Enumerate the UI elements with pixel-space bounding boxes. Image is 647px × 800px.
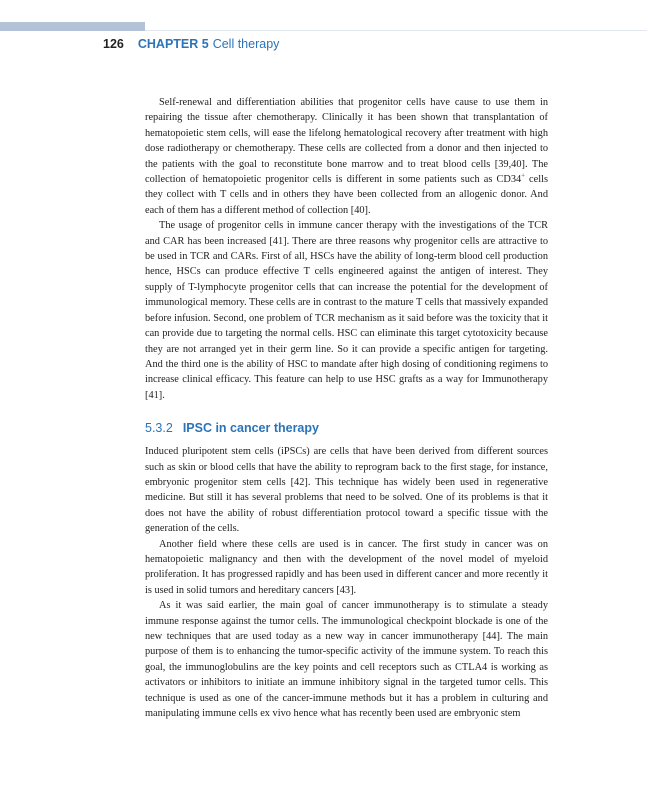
paragraph-immune-therapy-usage: The usage of progenitor cells in immune cancer therapy with the investigations of the TCR and CAR has been increased [41]. There are three reasons why progenitor cells are attractive to be used in TCR and CARs. First of all, HSCs have the ability of long-term blood cell production hence, HSCs can produce effective T cells engineered against the antigen of interest. They supply of T-lymphocyte progenitor cells that can increase the potential for the development of immunological memory. These cells are in contrast to the mature T cells that massively expanded before infusion. Second, one problem of TCR mechanism as it said before was the toxicity that it can provide due to targeting the normal cells. HSC can eliminate this target cytotoxicity because they are not arranged yet in their germ line. So it can provide a specific antigen for targeting. And the third one is the ability of HSC to mandate after high dosing of conditioning regimens to increase clinical efficacy. This feature can help to use HSC grafts as a way for Immunotherapy [41]. — [145, 220, 548, 401]
paragraph-progenitor-cells: Self-renewal and differentiation abilities that progenitor cells have cause to use them in repairing the tissue after chemotherapy. Clinically it has been shown that transplantation of hematopoietic stem cells, will ease the lifelong hematological recovery after treatment with high dose radiotherapy or chemotherapy. These cells are collected from a donor and then injected to the patients with the goal to reconstitute bone marrow and to treat blood cells [39,40]. The collection of hematopoietic progenitor cells is different in some patients such as CD34+ cells they collect with T cells and in others they have been collected from an allogenic donor. And each of them has a different method of collection [40]. — [145, 97, 548, 216]
chapter-label: CHAPTER 5 — [137, 37, 209, 51]
paragraph-ipsc-cancer: Another field where these cells are used is in cancer. The first study in cancer was on hematopoietic malignancy and then with the development of the novel model of myeloid proliferation. It has progressed rapidly and has been used in different cancer and more recently it is used in solid tumors and hereditary cancers [43]. — [145, 538, 548, 596]
chapter-title: Cell therapy — [212, 37, 280, 51]
superscript-plus: + — [521, 172, 525, 180]
section-heading — [145, 420, 548, 436]
running-head — [103, 36, 279, 52]
paragraph-immunotherapy-goal: As it was said earlier, the main goal of cancer immunotherapy is to stimulate a steady immune response against the tumor cells. The immunological checkpoint blockade is one of the new techniques that are used today as a new way in cancer immunotherapy [44]. The main purpose of them is to enhancing the tumor-specific activity of the immune system. To reach this goal, the immunoglobulins are the key points and cell receptors such as CTLA4 is working as activators or inhibitors to initiate an immune inhibitory signal in the targeted tumor cells. This technique is used as one of the cancer-immune methods but it has a problem in culturing and manipulating immune cells ex vivo hence what has recently been used are embryonic stem — [145, 600, 548, 720]
section-title: IPSC in cancer therapy — [182, 421, 319, 436]
header-rule — [145, 30, 647, 31]
section-number: 5.3.2 — [145, 421, 173, 436]
page-number: 126 — [103, 37, 124, 51]
page-body — [145, 95, 548, 721]
header-accent-bar — [0, 22, 145, 31]
paragraph-ipsc-intro: Induced pluripotent stem cells (iPSCs) are cells that have been derived from different sources such as skin or blood cells that have the ability to reprogram back to the first stage, for instance, embryonic progenitor stem cells [42]. This technique has widely been used in regenerative medicine. But still it has several problems that need to be solved. One of its problems is that it does not have the ability of robust differentiation protocol toward a specific tissue with the generation of the cells. — [145, 446, 548, 535]
